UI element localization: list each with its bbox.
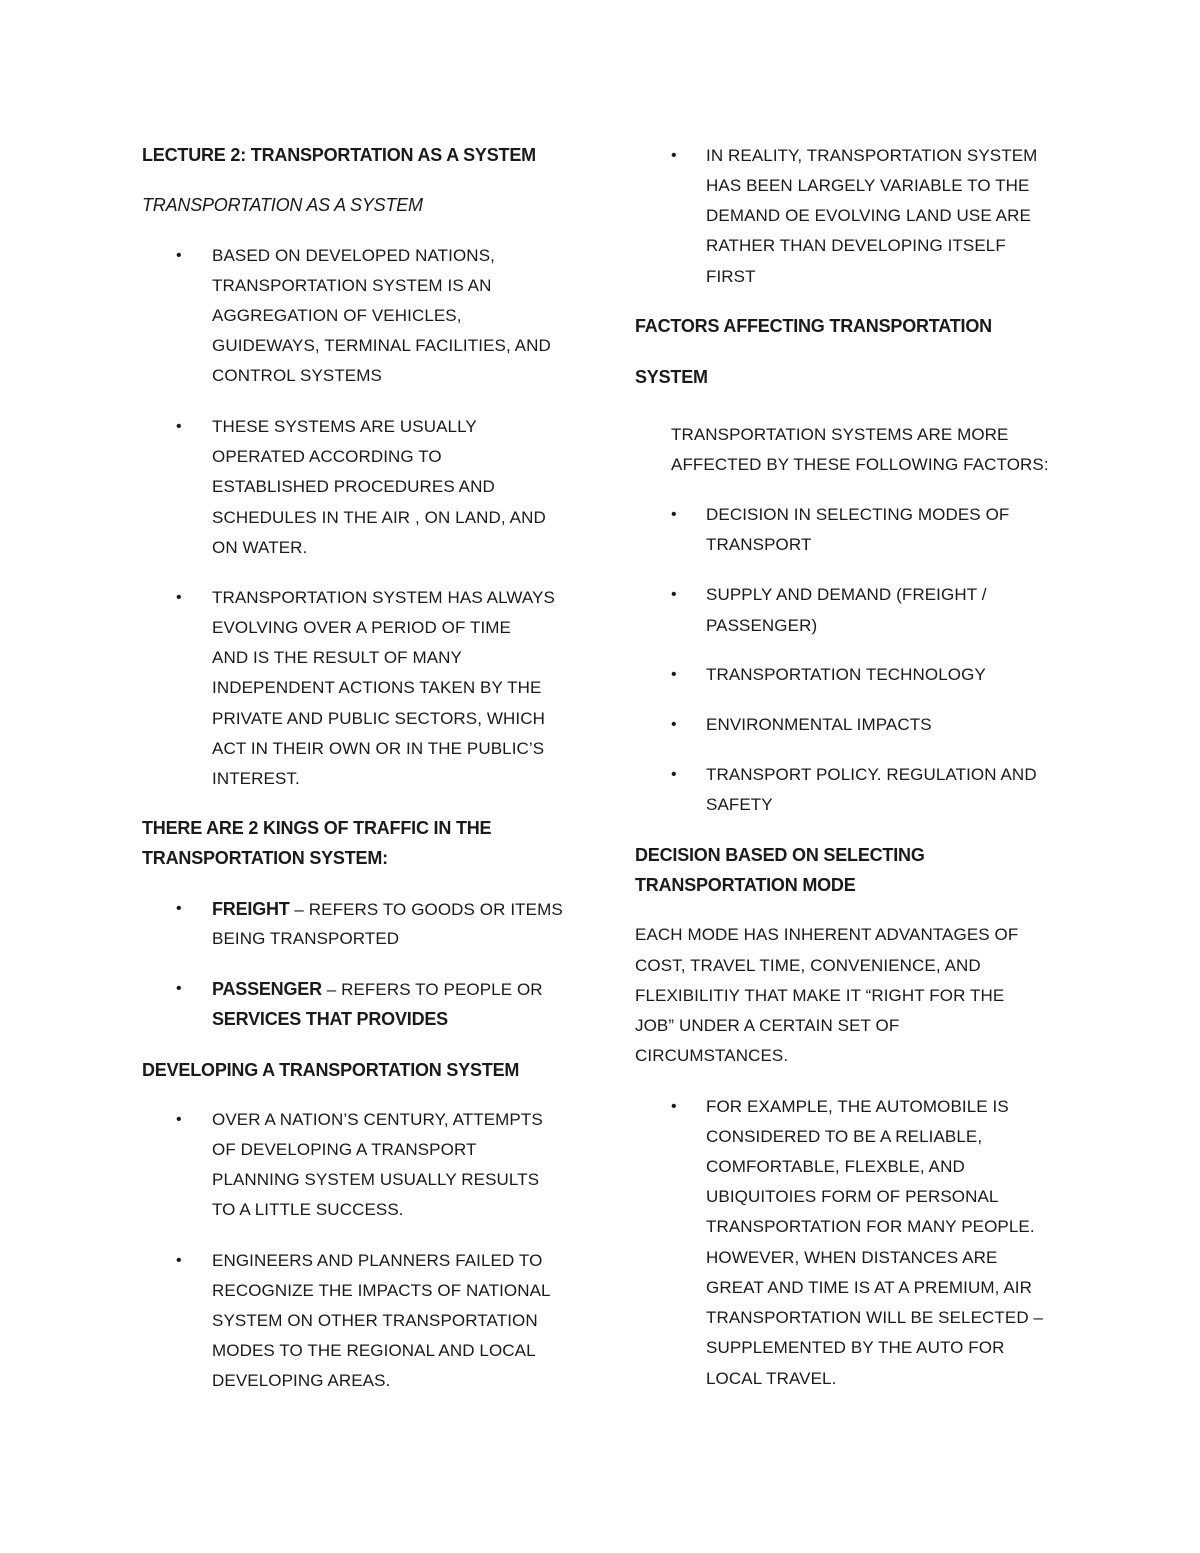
bullet-icon: •	[671, 1098, 677, 1115]
text-line: MODES TO THE REGIONAL AND LOCAL	[212, 1341, 536, 1360]
term-passenger: PASSENGER	[212, 979, 322, 999]
text-line: AND IS THE RESULT OF MANY	[212, 648, 462, 667]
bullet-icon: •	[176, 1111, 182, 1128]
section-heading: TRANSPORTATION MODE	[635, 875, 856, 895]
text-line: TRANSPORTATION SYSTEM HAS ALWAYS	[212, 588, 555, 607]
text-line: RECOGNIZE THE IMPACTS OF NATIONAL	[212, 1281, 551, 1300]
text-line: GUIDEWAYS, TERMINAL FACILITIES, AND	[212, 336, 551, 355]
bullet-icon: •	[671, 666, 677, 683]
text-line: HOWEVER, WHEN DISTANCES ARE	[706, 1248, 998, 1267]
bullet-icon: •	[671, 147, 677, 164]
text-line: COMFORTABLE, FLEXBLE, AND	[706, 1157, 965, 1176]
text-line: ESTABLISHED PROCEDURES AND	[212, 477, 495, 496]
text-line: OPERATED ACCORDING TO	[212, 447, 442, 466]
bullet-icon: •	[176, 900, 182, 917]
section-heading: SYSTEM	[635, 367, 708, 387]
text-line: PLANNING SYSTEM USUALLY RESULTS	[212, 1170, 540, 1189]
text-line: RATHER THAN DEVELOPING ITSELF	[706, 236, 1006, 255]
text-line: CONTROL SYSTEMS	[212, 366, 382, 385]
text-line: IN REALITY, TRANSPORTATION SYSTEM	[706, 146, 1038, 165]
section-heading: FACTORS AFFECTING TRANSPORTATION	[635, 316, 992, 336]
text-line: FIRST	[706, 267, 756, 286]
text-line: INDEPENDENT ACTIONS TAKEN BY THE	[212, 678, 542, 697]
text-line: ENVIRONMENTAL IMPACTS	[706, 715, 932, 734]
definition: – REFERS TO GOODS OR ITEMS	[289, 900, 563, 919]
text-line: DEMAND OE EVOLVING LAND USE ARE	[706, 206, 1031, 225]
section-subtitle: TRANSPORTATION AS A SYSTEM	[142, 195, 423, 215]
text-line: DECISION IN SELECTING MODES OF	[706, 505, 1010, 524]
text-line: SERVICES THAT PROVIDES	[212, 1009, 448, 1029]
text-line: PRIVATE AND PUBLIC SECTORS, WHICH	[212, 709, 545, 728]
text-line: DEVELOPING AREAS.	[212, 1371, 391, 1390]
page-title: LECTURE 2: TRANSPORTATION AS A SYSTEM	[142, 145, 536, 165]
text-line: THESE SYSTEMS ARE USUALLY	[212, 417, 477, 436]
text-line: SUPPLY AND DEMAND (FREIGHT /	[706, 585, 987, 604]
bullet-icon: •	[176, 980, 182, 997]
text-line: ON WATER.	[212, 538, 308, 557]
text-line: OVER A NATION’S CENTURY, ATTEMPTS	[212, 1110, 543, 1129]
text-line: TO A LITTLE SUCCESS.	[212, 1200, 404, 1219]
text-line: JOB” UNDER A CERTAIN SET OF	[635, 1016, 900, 1035]
text-line	[212, 974, 543, 1005]
text-line: FOR EXAMPLE, THE AUTOMOBILE IS	[706, 1097, 1009, 1116]
bullet-icon: •	[671, 716, 677, 733]
bullet-icon: •	[671, 586, 677, 603]
text-line: ENGINEERS AND PLANNERS FAILED TO	[212, 1251, 543, 1270]
bullet-icon: •	[176, 589, 182, 606]
text-line: EVOLVING OVER A PERIOD OF TIME	[212, 618, 511, 637]
text-line: TRANSPORTATION SYSTEM IS AN	[212, 276, 492, 295]
text-line: SCHEDULES IN THE AIR , ON LAND, AND	[212, 508, 546, 527]
text-line: TRANSPORTATION TECHNOLOGY	[706, 665, 986, 684]
text-line: BASED ON DEVELOPED NATIONS,	[212, 246, 495, 265]
text-line: PASSENGER)	[706, 616, 818, 635]
text-line: COST, TRAVEL TIME, CONVENIENCE, AND	[635, 956, 981, 975]
section-heading: DECISION BASED ON SELECTING	[635, 845, 925, 865]
bullet-icon: •	[176, 418, 182, 435]
text-line: GREAT AND TIME IS AT A PREMIUM, AIR	[706, 1278, 1032, 1297]
text-line: LOCAL TRAVEL.	[706, 1369, 837, 1388]
definition: – REFERS TO PEOPLE OR	[321, 980, 543, 999]
text-line: SYSTEM ON OTHER TRANSPORTATION	[212, 1311, 538, 1330]
text-line: HAS BEEN LARGELY VARIABLE TO THE	[706, 176, 1030, 195]
text-line: SUPPLEMENTED BY THE AUTO FOR	[706, 1338, 1005, 1357]
text-line: CIRCUMSTANCES.	[635, 1046, 789, 1065]
bullet-icon: •	[176, 247, 182, 264]
text-line: TRANSPORT	[706, 535, 812, 554]
text-line: FLEXIBILITIY THAT MAKE IT “RIGHT FOR THE	[635, 986, 1005, 1005]
text-line: CONSIDERED TO BE A RELIABLE,	[706, 1127, 983, 1146]
text-line: TRANSPORTATION SYSTEMS ARE MORE	[671, 425, 1009, 444]
text-line: AFFECTED BY THESE FOLLOWING FACTORS:	[671, 455, 1049, 474]
text-line: INTEREST.	[212, 769, 300, 788]
text-line: UBIQUITOIES FORM OF PERSONAL	[706, 1187, 999, 1206]
text-line: TRANSPORTATION FOR MANY PEOPLE.	[706, 1217, 1035, 1236]
text-line: OF DEVELOPING A TRANSPORT	[212, 1140, 477, 1159]
text-line: EACH MODE HAS INHERENT ADVANTAGES OF	[635, 925, 1019, 944]
bullet-icon: •	[176, 1252, 182, 1269]
section-heading: THERE ARE 2 KINGS OF TRAFFIC IN THE	[142, 818, 492, 838]
text-line: SAFETY	[706, 795, 773, 814]
section-heading: TRANSPORTATION SYSTEM:	[142, 848, 388, 868]
bullet-icon: •	[671, 506, 677, 523]
text-line: TRANSPORT POLICY. REGULATION AND	[706, 765, 1037, 784]
text-line: TRANSPORTATION WILL BE SELECTED –	[706, 1308, 1044, 1327]
bullet-icon: •	[671, 766, 677, 783]
section-heading: DEVELOPING A TRANSPORTATION SYSTEM	[142, 1060, 520, 1080]
text-line: BEING TRANSPORTED	[212, 929, 400, 948]
text-line: ACT IN THEIR OWN OR IN THE PUBLIC’S	[212, 739, 545, 758]
term-freight: FREIGHT	[212, 899, 290, 919]
text-line	[212, 894, 563, 925]
text-line: AGGREGATION OF VEHICLES,	[212, 306, 462, 325]
